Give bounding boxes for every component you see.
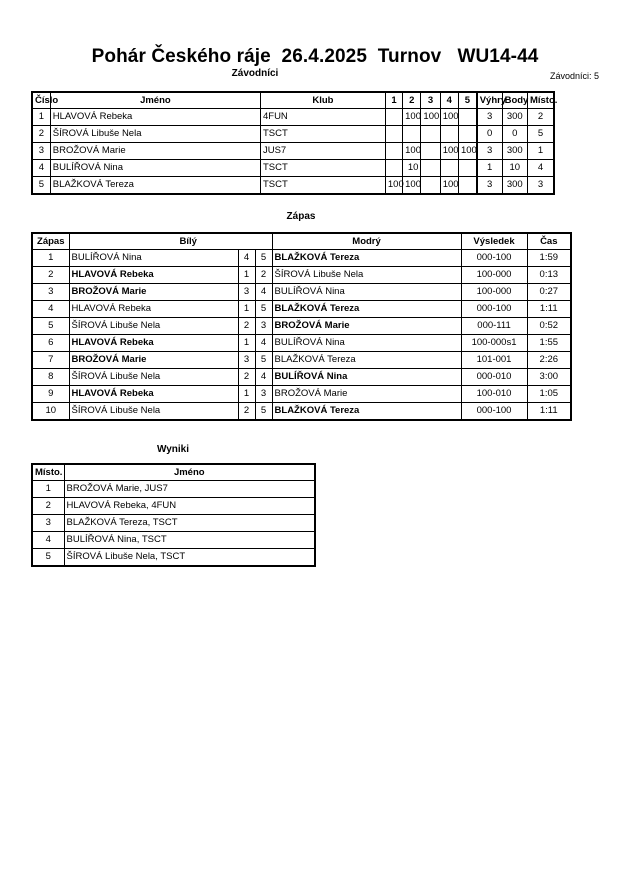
white-number: 1 <box>238 335 255 352</box>
blue-competitor: ŠÍROVÁ Libuše Nela <box>272 267 461 284</box>
match-row <box>32 318 571 335</box>
match-time: 0:52 <box>527 318 571 335</box>
round-2-score <box>403 126 421 143</box>
header-name: Jméno <box>64 464 315 481</box>
result-row <box>32 481 315 498</box>
competitors-heading: Závodníci <box>231 68 279 79</box>
blue-competitor: BULÍŘOVÁ Nina <box>272 369 461 386</box>
header-round-4: 4 <box>440 92 458 109</box>
round-2-score: 100 <box>403 177 421 195</box>
competitor-wins: 3 <box>477 143 502 160</box>
result-place: 1 <box>32 481 64 498</box>
result-place: 4 <box>32 532 64 549</box>
white-number: 4 <box>238 250 255 267</box>
competitor-points: 0 <box>502 126 527 143</box>
round-5-score <box>458 177 476 195</box>
results-heading: Wyniki <box>156 444 190 455</box>
header-round-2: 2 <box>403 92 421 109</box>
matches-header-row <box>32 233 571 250</box>
header-club: Klub <box>260 92 385 109</box>
competitor-number: 4 <box>32 160 50 177</box>
match-time: 3:00 <box>527 369 571 386</box>
match-time: 2:26 <box>527 352 571 369</box>
match-result: 100-000 <box>461 267 527 284</box>
blue-number: 5 <box>255 352 272 369</box>
competitor-club: TSCT <box>260 177 385 195</box>
header-name: Jméno <box>50 92 260 109</box>
white-competitor: ŠÍROVÁ Libuše Nela <box>69 369 238 386</box>
white-competitor: ŠÍROVÁ Libuše Nela <box>69 403 238 421</box>
competitor-number: 2 <box>32 126 50 143</box>
result-name: BULÍŘOVÁ Nina, TSCT <box>64 532 315 549</box>
match-row <box>32 284 571 301</box>
match-time: 1:59 <box>527 250 571 267</box>
round-2-score: 10 <box>403 160 421 177</box>
header-match: Zápas <box>32 233 69 250</box>
white-number: 1 <box>238 267 255 284</box>
page-title: Pohár Českého ráje 26.4.2025 Turnov WU14-44 <box>91 46 539 67</box>
blue-number: 5 <box>255 403 272 421</box>
blue-competitor: BLAŽKOVÁ Tereza <box>272 301 461 318</box>
round-2-score: 100 <box>403 143 421 160</box>
white-number: 2 <box>238 369 255 386</box>
header-points: Body <box>502 92 527 109</box>
round-1-score <box>385 160 402 177</box>
round-4-score: 100 <box>440 109 458 126</box>
header-white: Bílý <box>69 233 272 250</box>
match-number: 9 <box>32 386 69 403</box>
competitor-place: 5 <box>527 126 554 143</box>
blue-competitor: BLAŽKOVÁ Tereza <box>272 352 461 369</box>
round-4-score <box>440 126 458 143</box>
competitor-points: 10 <box>502 160 527 177</box>
match-row <box>32 386 571 403</box>
competitor-place: 4 <box>527 160 554 177</box>
white-competitor: HLAVOVÁ Rebeka <box>69 267 238 284</box>
blue-number: 5 <box>255 250 272 267</box>
match-result: 000-100 <box>461 301 527 318</box>
competitor-row <box>32 143 554 160</box>
round-1-score <box>385 126 402 143</box>
competitor-row <box>32 109 554 126</box>
header-number: Číslo <box>32 92 50 109</box>
white-competitor: BROŽOVÁ Marie <box>69 352 238 369</box>
match-result: 000-100 <box>461 250 527 267</box>
white-competitor: HLAVOVÁ Rebeka <box>69 301 238 318</box>
match-result: 100-000 <box>461 284 527 301</box>
competitor-place: 1 <box>527 143 554 160</box>
match-row <box>32 250 571 267</box>
competitor-wins: 1 <box>477 160 502 177</box>
round-3-score <box>421 160 440 177</box>
header-place: Místo. <box>527 92 554 109</box>
round-3-score: 100 <box>421 109 440 126</box>
white-number: 3 <box>238 284 255 301</box>
results-header-row <box>32 464 315 481</box>
white-competitor: ŠÍROVÁ Libuše Nela <box>69 318 238 335</box>
result-name: ŠÍROVÁ Libuše Nela, TSCT <box>64 549 315 567</box>
round-3-score <box>421 177 440 195</box>
match-result: 000-100 <box>461 403 527 421</box>
competitors-count: Závodníci: 5 <box>549 71 599 81</box>
competitor-club: TSCT <box>260 126 385 143</box>
result-row <box>32 498 315 515</box>
match-number: 3 <box>32 284 69 301</box>
header-blue: Modrý <box>272 233 461 250</box>
competitor-number: 5 <box>32 177 50 195</box>
header-time: Čas <box>527 233 571 250</box>
white-competitor: HLAVOVÁ Rebeka <box>69 386 238 403</box>
match-result: 000-010 <box>461 369 527 386</box>
white-number: 3 <box>238 352 255 369</box>
matches-table <box>31 232 572 421</box>
blue-number: 5 <box>255 301 272 318</box>
round-3-score <box>421 126 440 143</box>
match-result: 000-111 <box>461 318 527 335</box>
white-number: 1 <box>238 386 255 403</box>
results-table <box>31 463 316 567</box>
blue-competitor: BLAŽKOVÁ Tereza <box>272 403 461 421</box>
competitor-points: 300 <box>502 177 527 195</box>
blue-number: 2 <box>255 267 272 284</box>
round-1-score: 100 <box>385 177 402 195</box>
match-number: 7 <box>32 352 69 369</box>
match-time: 1:55 <box>527 335 571 352</box>
match-number: 1 <box>32 250 69 267</box>
competitor-club: 4FUN <box>260 109 385 126</box>
header-round-3: 3 <box>421 92 440 109</box>
round-4-score <box>440 160 458 177</box>
match-row <box>32 403 571 421</box>
blue-number: 3 <box>255 318 272 335</box>
competitor-number: 1 <box>32 109 50 126</box>
blue-number: 3 <box>255 386 272 403</box>
round-5-score: 100 <box>458 143 476 160</box>
competitor-row <box>32 160 554 177</box>
match-number: 4 <box>32 301 69 318</box>
competitor-points: 300 <box>502 143 527 160</box>
blue-number: 4 <box>255 335 272 352</box>
match-row <box>32 369 571 386</box>
white-number: 1 <box>238 301 255 318</box>
competitors-table <box>31 91 558 195</box>
competitor-name: ŠÍROVÁ Libuše Nela <box>50 126 260 143</box>
match-time: 1:05 <box>527 386 571 403</box>
header-place: Místo. <box>32 464 64 481</box>
round-5-score <box>458 109 476 126</box>
competitors-header-row <box>32 92 554 109</box>
competitor-wins: 3 <box>477 109 502 126</box>
match-time: 1:11 <box>527 301 571 318</box>
white-competitor: BROŽOVÁ Marie <box>69 284 238 301</box>
result-name: BROŽOVÁ Marie, JUS7 <box>64 481 315 498</box>
match-number: 5 <box>32 318 69 335</box>
blue-competitor: BULÍŘOVÁ Nina <box>272 335 461 352</box>
competitor-club: TSCT <box>260 160 385 177</box>
competitor-place: 2 <box>527 109 554 126</box>
match-number: 8 <box>32 369 69 386</box>
competitor-name: BULÍŘOVÁ Nina <box>50 160 260 177</box>
blue-competitor: BROŽOVÁ Marie <box>272 386 461 403</box>
round-1-score <box>385 143 402 160</box>
match-time: 0:13 <box>527 267 571 284</box>
round-4-score: 100 <box>440 143 458 160</box>
match-row <box>32 267 571 284</box>
competitor-wins: 0 <box>477 126 502 143</box>
match-number: 2 <box>32 267 69 284</box>
result-place: 3 <box>32 515 64 532</box>
competitor-row <box>32 126 554 143</box>
competitor-number: 3 <box>32 143 50 160</box>
blue-competitor: BULÍŘOVÁ Nina <box>272 284 461 301</box>
round-1-score <box>385 109 402 126</box>
competitor-name: BROŽOVÁ Marie <box>50 143 260 160</box>
match-time: 1:11 <box>527 403 571 421</box>
result-name: BLAŽKOVÁ Tereza, TSCT <box>64 515 315 532</box>
header-wins: Výhry <box>477 92 502 109</box>
competitor-place: 3 <box>527 177 554 195</box>
round-5-score <box>458 160 476 177</box>
result-row <box>32 515 315 532</box>
white-number: 2 <box>238 403 255 421</box>
matches-heading: Zápas <box>286 211 316 222</box>
match-time: 0:27 <box>527 284 571 301</box>
round-2-score: 100 <box>403 109 421 126</box>
match-number: 10 <box>32 403 69 421</box>
competitor-name: BLAŽKOVÁ Tereza <box>50 177 260 195</box>
white-competitor: HLAVOVÁ Rebeka <box>69 335 238 352</box>
competitor-name: HLAVOVÁ Rebeka <box>50 109 260 126</box>
competitor-points: 300 <box>502 109 527 126</box>
blue-number: 4 <box>255 369 272 386</box>
round-4-score: 100 <box>440 177 458 195</box>
match-number: 6 <box>32 335 69 352</box>
result-place: 5 <box>32 549 64 567</box>
round-3-score <box>421 143 440 160</box>
match-row <box>32 352 571 369</box>
result-name: HLAVOVÁ Rebeka, 4FUN <box>64 498 315 515</box>
competitor-row <box>32 177 554 195</box>
match-result: 100-010 <box>461 386 527 403</box>
header-round-5: 5 <box>458 92 476 109</box>
result-row <box>32 532 315 549</box>
blue-competitor: BLAŽKOVÁ Tereza <box>272 250 461 267</box>
header-result: Výsledek <box>461 233 527 250</box>
blue-number: 4 <box>255 284 272 301</box>
round-5-score <box>458 126 476 143</box>
match-result: 101-001 <box>461 352 527 369</box>
result-place: 2 <box>32 498 64 515</box>
header-round-1: 1 <box>385 92 402 109</box>
blue-competitor: BROŽOVÁ Marie <box>272 318 461 335</box>
competitor-wins: 3 <box>477 177 502 195</box>
result-row <box>32 549 315 567</box>
match-result: 100-000s1 <box>461 335 527 352</box>
competitor-club: JUS7 <box>260 143 385 160</box>
match-row <box>32 335 571 352</box>
white-competitor: BULÍŘOVÁ Nina <box>69 250 238 267</box>
match-row <box>32 301 571 318</box>
white-number: 2 <box>238 318 255 335</box>
